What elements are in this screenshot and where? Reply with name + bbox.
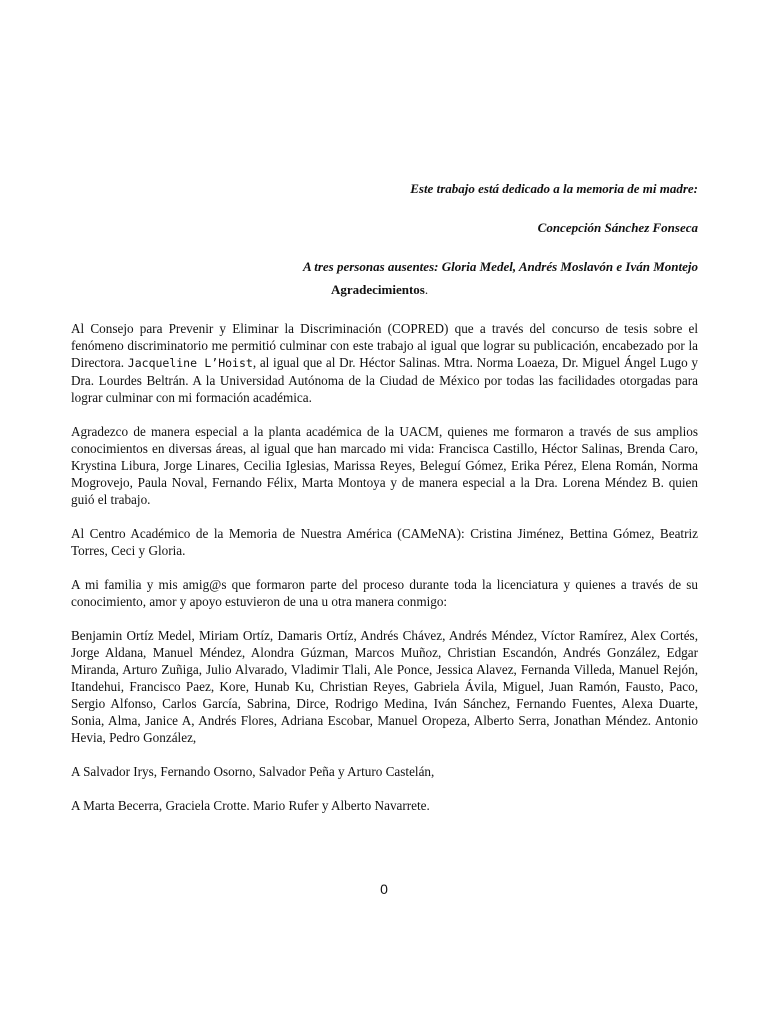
page-number: 0 [380, 881, 388, 897]
paragraph-marta: A Marta Becerra, Graciela Crotte. Mario Rufer y Alberto Navarrete. [71, 798, 430, 813]
dedication-line-name: Concepción Sánchez Fonseca [537, 220, 698, 235]
dedication-line-mother: Este trabajo está dedicado a la memoria de mi madre: [410, 181, 698, 196]
dedication-line-absent: A tres personas ausentes: Gloria Medel, Andrés Moslavón e Iván Montejo [303, 259, 698, 274]
dedications-block [60, 181, 698, 298]
paragraph-camena: Al Centro Académico de la Memoria de Nuestra América (CAMeNA): Cristina Jiménez, Bettina Gómez, Beatriz Torres, Ceci y Gloria. [71, 526, 698, 558]
paragraph-uacm: Agradezco de manera especial a la planta académica de la UACM, quienes me formaron a través de sus amplios conocimientos en diversas áreas, al igual que han marcado mi vida: Francisca Castillo, Héctor Salinas, Brenda Caro, Krystina Libura, Jorge Linares, Cecilia Iglesias, Marissa Reyes, Beleguí Gómez, Erika Pérez, Elena Román, Norma Mogrovejo, Paula Noval, Fernando Félix, Marta Montoya y de manera especial a la Dra. Lorena Méndez B. quien guió el trabajo. [71, 424, 698, 507]
paragraph-friends-list: Benjamin Ortíz Medel, Miriam Ortíz, Damaris Ortíz, Andrés Chávez, Andrés Méndez, Víctor Ramírez, Alex Cortés, Jorge Aldana, Manuel Méndez, Alondra Gúzman, Marcos Muñoz, Christian Escandón, Andrés González, Edgar Miranda, Arturo Zuñiga, Julio Alvarado, Vladimir Tlali, Ale Ponce, Jessica Alavez, Fernanda Villeda, Manuel Rejón, Itandehui, Francisco Paez, Kore, Hunab Ku, Christian Reyes, Gabriela Ávila, Miguel, Juan Ramón, Fausto, Paco, Sergio Alfonso, Carlos García, Sabrina, Dirce, Rodrigo Medina, Iván Sánchez, Fernando Fuentes, Alexa Duarte, Sonia, Alma, Janice A, Andrés Flores, Adriana Escobar, Manuel Oropeza, Alberto Serra, Jonathan Méndez. Antonio Hevia, Pedro González, [71, 628, 698, 745]
paragraph-copred-director: Jacqueline L’Hoist [127, 356, 253, 370]
paragraph-copred-part1: Al Consejo para Prevenir y Eliminar la Discriminación (COPRED) que a través del concurso de tesis sobre el fenómeno discriminatorio me permitió culminar con este trabajo al igual que lograr su publicación, encabezado por la Directora. [71, 321, 698, 370]
heading-title: Agradecimientos [331, 282, 425, 297]
paragraph-copred [71, 320, 698, 406]
heading-punct: . [424, 282, 429, 297]
paragraph-family: A mi familia y mis amig@s que formaron parte del proceso durante toda la licenciatura y quienes a través de su conocimiento, amor y apoyo estuvieron de una u otra manera conmigo: [71, 577, 698, 609]
paragraph-salvador: A Salvador Irys, Fernando Osorno, Salvador Peña y Arturo Castelán, [71, 764, 435, 779]
paragraph-copred-part2: , al igual que al Dr. Héctor Salinas. Mtra. Norma Loaeza, Dr. Miguel Ángel Lugo y Dra. Lourdes Beltrán. A la Universidad Autónoma de la Ciudad de México por todas las facilidades otorgadas para lograr culminar con mi formación académica. [71, 355, 698, 405]
section-heading [331, 282, 428, 298]
body-text [71, 320, 698, 831]
